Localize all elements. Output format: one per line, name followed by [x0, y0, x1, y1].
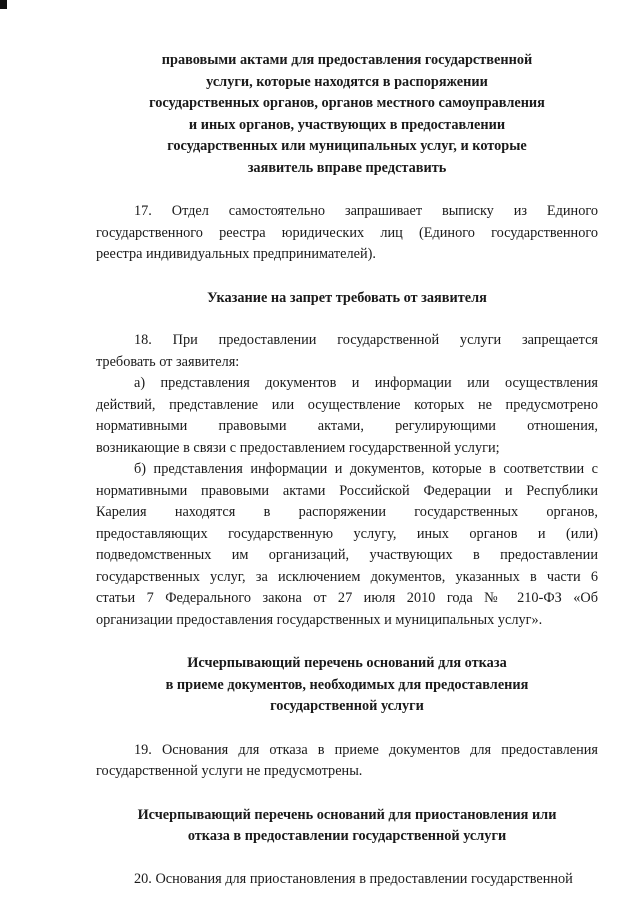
paragraph-line: 17. Отдел самостоятельно запрашивает выписку из Единого — [134, 203, 598, 219]
heading-line: правовыми актами для предоставления государственной — [161, 52, 533, 68]
heading-line: заявитель вправе представить — [247, 159, 447, 176]
paragraph-18 — [96, 330, 598, 373]
paragraph-18b — [96, 459, 598, 631]
paragraph-line: 19. Основания для отказа в приеме документов для предоставления — [134, 741, 598, 758]
paragraph-line: организации предоставления государственных и муниципальных услуг». — [96, 611, 543, 628]
heading-refusal-grounds-acceptance — [96, 653, 598, 718]
paragraph-line: требовать от заявителя: — [96, 353, 240, 370]
paragraph-19 — [96, 740, 598, 783]
heading-line: Указание на запрет требовать от заявителя — [207, 289, 487, 306]
heading-line: Исчерпывающий перечень оснований для приостановления или — [137, 806, 557, 823]
paragraph-line: 20. Основания для приостановления в предоставлении государственной — [134, 870, 573, 887]
paragraph-18a — [96, 373, 598, 459]
heading-line: в приеме документов, необходимых для предоставления — [165, 676, 529, 693]
paragraph-line: нормативными правовыми актами, регулирующими отношения, — [96, 418, 598, 434]
paragraph-20 — [96, 869, 598, 891]
paragraph-line: Карелия находятся в распоряжении государственных органов, — [96, 504, 598, 520]
heading-line: и иных органов, участвующих в предоставлении — [188, 116, 506, 133]
heading-line: государственных или муниципальных услуг, и которые — [167, 138, 527, 154]
paragraph-line: подведомственных им организаций, участвующих в предоставлении — [96, 547, 598, 563]
paragraph-line: государственной услуги не предусмотрены. — [96, 763, 363, 779]
paragraph-line: а) представления документов и информации или осуществления — [134, 375, 598, 391]
heading-line: Исчерпывающий перечень оснований для отказа — [187, 655, 507, 671]
paragraph-line: б) представления информации и документов, которые в соответствии с — [134, 461, 598, 477]
paragraph-line: статьи 7 Федерального закона от 27 июля 2010 года № 210-ФЗ «Об — [96, 590, 598, 606]
heading-line: государственной услуги — [270, 698, 424, 714]
heading-suspension-grounds — [96, 805, 598, 848]
paragraph-17 — [96, 201, 598, 266]
paragraph-line: государственного реестра юридических лиц (Единого государственного — [96, 224, 598, 241]
paragraph-line: 18. При предоставлении государственной услуги запрещается — [134, 332, 598, 348]
heading-line: государственных органов, органов местного самоуправления — [149, 95, 545, 111]
paragraph-line: возникающие в связи с предоставлением государственной услуги; — [96, 439, 500, 456]
paragraph-line: нормативными правовыми актами Российской Федерации и Республики — [96, 482, 598, 499]
heading-line: отказа в предоставлении государственной услуги — [187, 828, 507, 844]
paragraph-line: реестра индивидуальных предпринимателей). — [96, 246, 376, 262]
heading-prohibition — [96, 288, 598, 310]
heading-documents-in-other-agencies — [96, 50, 598, 179]
paragraph-line: предоставляющих государственную услугу, иных органов и (или) — [96, 525, 598, 542]
document-page — [96, 50, 598, 890]
paragraph-line: государственных услуг, за исключением документов, указанных в части 6 — [96, 568, 598, 585]
heading-line: услуги, которые находятся в распоряжении — [206, 73, 488, 90]
paragraph-line: действий, представление или осуществление которых не предусмотрено — [96, 396, 598, 413]
scan-corner-mark — [0, 0, 7, 9]
